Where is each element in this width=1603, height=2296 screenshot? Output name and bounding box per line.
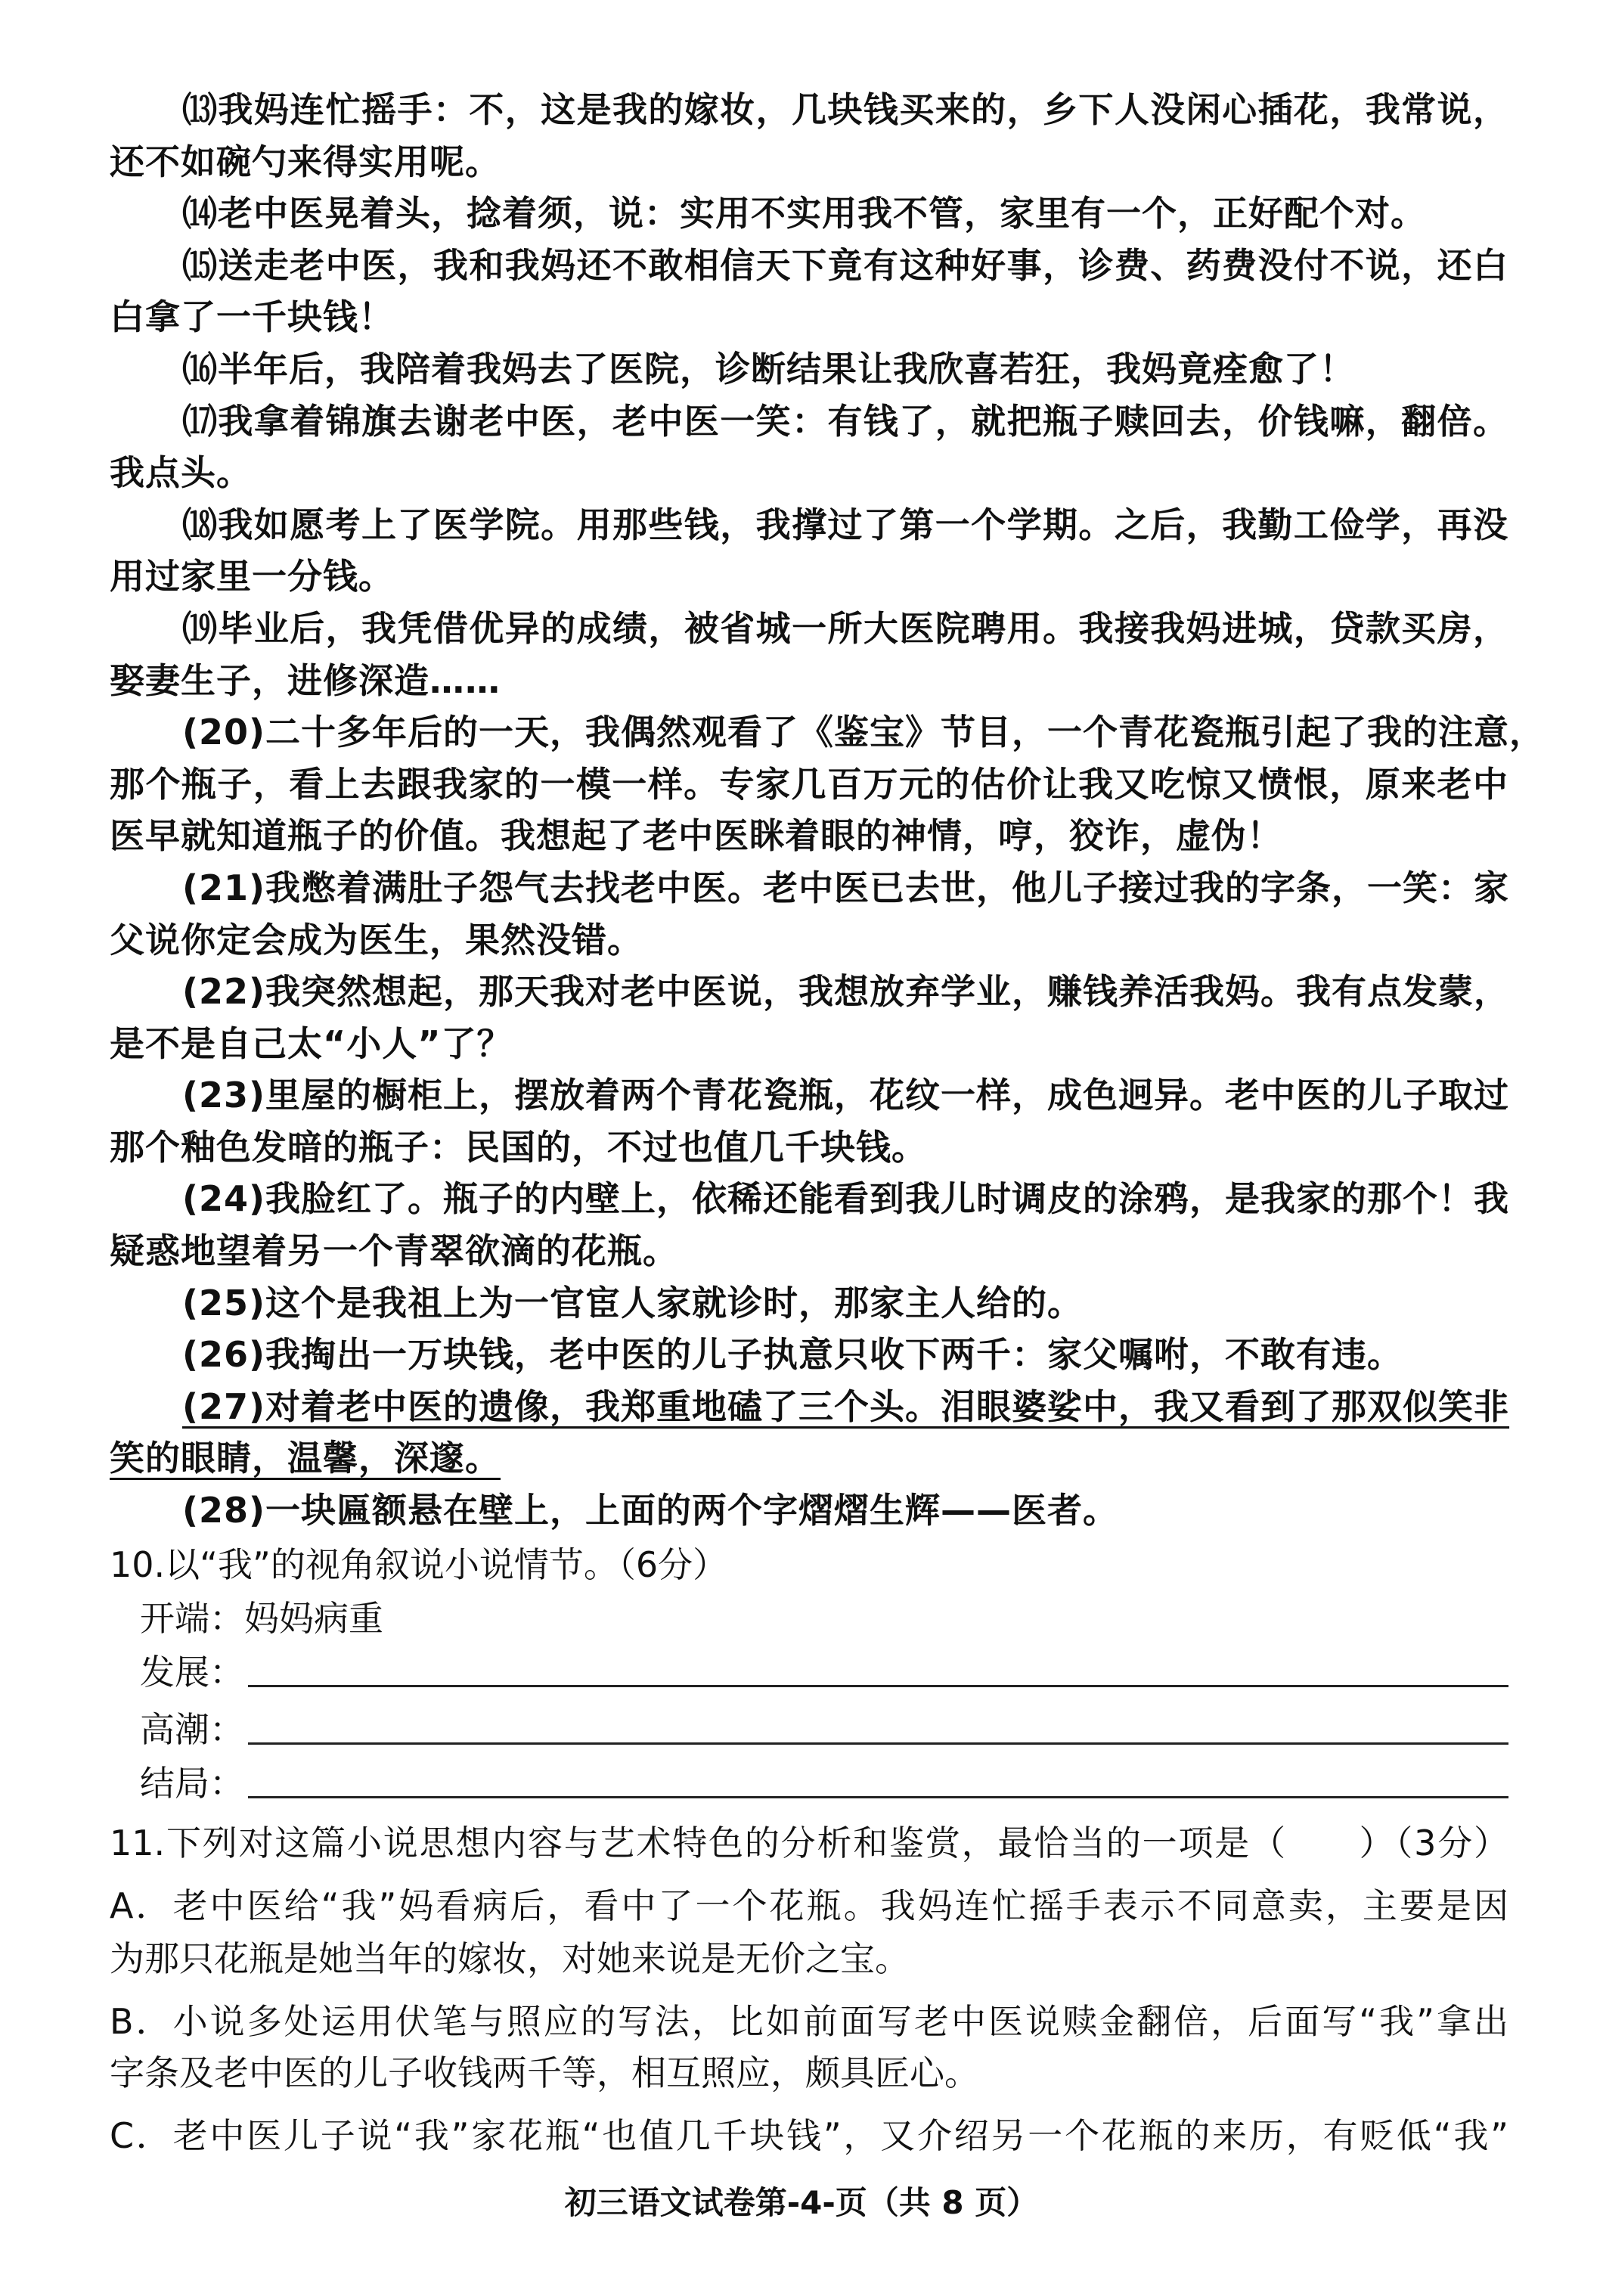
paragraph-text-with-number: ⒂送走老中医，我和我妈还不敢相信天下竟有这种好事，诊费、药费没付不说，还白 [182, 244, 1508, 286]
blank-climax [110, 1703, 1508, 1756]
paragraph-text-with-number: ⒁老中医晃着头，捻着须，说：实用不实用我不管，家里有一个，正好配个对。 [182, 193, 1426, 234]
option-a-line-1: A．老中医给“我”妈看病后，看中了一个花瓶。我妈连忙摇手表示不同意卖，主要是因 [110, 1885, 1508, 1926]
paragraph-line [110, 914, 1508, 966]
paragraph-line [110, 706, 1546, 759]
paragraph-text-with-number: ⒀我妈连忙摇手：不，这是我的嫁妆，几块钱买来的，乡下人没闲心插花，我常说， [182, 89, 1508, 130]
paragraph-line [110, 1329, 1508, 1381]
paragraph-text: 笑的眼睛，温馨，深邃。 [110, 1438, 501, 1479]
paragraph-text-with-number: (22)我突然想起，那天我对老中医说，我想放弃学业，赚钱养活我妈。我有点发蒙， [182, 971, 1510, 1013]
paragraph-text-with-number: (26)我掏出一万块钱，老中医的儿子执意只收下两千：家父嘱咐，不敢有违。 [182, 1334, 1403, 1376]
paragraph-text: 还不如碗勺来得实用呢。 [110, 141, 501, 182]
paragraph-text: 疑惑地望着另一个青翠欲滴的花瓶。 [110, 1230, 678, 1272]
paragraph-line [110, 291, 1508, 343]
answer-line [248, 1685, 1508, 1687]
paragraph-text-with-number: ⒅我如愿考上了医学院。用那些钱，我撑过了第一个学期。之后，我勤工俭学，再没 [182, 504, 1508, 545]
answer-line [248, 1796, 1508, 1798]
paragraph-text-with-number: (20)二十多年后的一天，我偶然观看了《鉴宝》节目，一个青花瓷瓶引起了我的注意， [182, 712, 1546, 753]
paragraph-line [110, 759, 1508, 811]
option-c-line-1: C．老中医儿子说“我”家花瓶“也值几千块钱”，又介绍另一个花瓶的来历，有贬低“我” [110, 2115, 1508, 2156]
option-b-line-2: 字条及老中医的儿子收钱两千等，相互照应，颇具匠心。 [110, 2052, 979, 2093]
paragraph-line [110, 1485, 1508, 1537]
paragraph-line [110, 1381, 1508, 1433]
option-b-line-1: B．小说多处运用伏笔与照应的写法，比如前面写老中医说赎金翻倍，后面写“我”拿出 [110, 2001, 1508, 2042]
paragraph-text-with-number: (23)里屋的橱柜上，摆放着两个青花瓷瓶，花纹一样，成色迥异。老中医的儿子取过 [182, 1075, 1510, 1116]
question-10-prompt: 10.以“我”的视角叙说小说情节。（6分） [110, 1544, 728, 1585]
paragraph-line [110, 1018, 1508, 1070]
answer-line [248, 1742, 1508, 1745]
plot-start-line: 开端：妈妈病重 [140, 1598, 383, 1639]
paragraph-line [110, 136, 1508, 188]
paragraph-text: 父说你定会成为医生，果然没错。 [110, 919, 643, 960]
paragraph-text: 那个釉色发暗的瓶子：民国的，不过也值几千块钱。 [110, 1126, 927, 1168]
blank-development [110, 1646, 1508, 1699]
paragraph-text-with-number: (28)一块匾额悬在壁上，上面的两个字熠熠生辉——医者。 [182, 1490, 1119, 1531]
paragraph-line [110, 1277, 1508, 1330]
paragraph-line [110, 551, 1508, 603]
paragraph-line [110, 188, 1508, 240]
paragraph-line [110, 447, 1508, 499]
paragraph-text-with-number: ⒃半年后，我陪着我妈去了医院，诊断结果让我欣喜若狂，我妈竟痊愈了！ [182, 348, 1355, 389]
blank-ending [110, 1757, 1508, 1810]
paragraph-line [110, 1069, 1508, 1122]
blank-label: 发展： [140, 1652, 244, 1693]
paragraph-text: 那个瓶子，看上去跟我家的一模一样。专家几百万元的估价让我又吃惊又愤恨，原来老中 [110, 763, 1508, 805]
paragraph-line [110, 343, 1508, 396]
paragraph-line [110, 862, 1508, 914]
page-footer: 初三语文试卷第-4-页（共 8 页） [564, 2184, 1039, 2221]
paragraph-line [110, 966, 1508, 1018]
paragraph-line [110, 603, 1508, 655]
paragraph-text: 医早就知道瓶子的价值。我想起了老中医眯着眼的神情，哼，狡诈，虚伪！ [110, 815, 1282, 857]
paragraph-line [110, 499, 1508, 551]
paragraph-line [110, 1432, 1508, 1485]
paragraph-text-with-number: ⒆毕业后，我凭借优异的成绩，被省城一所大医院聘用。我接我妈进城，贷款买房， [182, 607, 1508, 649]
option-a-line-2: 为那只花瓶是她当年的嫁妆，对她来说是无价之宝。 [110, 1938, 910, 1979]
paragraph-line [110, 1225, 1508, 1277]
paragraph-line [110, 396, 1508, 448]
paragraph-line [110, 655, 1508, 707]
paragraph-text-with-number: (27)对着老中医的遗像，我郑重地磕了三个头。泪眼婆娑中，我又看到了那双似笑非 [182, 1385, 1510, 1427]
paragraph-line [110, 810, 1508, 862]
paragraph-line [110, 240, 1508, 292]
paragraph-text: 用过家里一分钱。 [110, 556, 394, 597]
blank-label: 结局： [140, 1763, 244, 1804]
paragraph-text: 娶妻生子，进修深造…… [110, 659, 501, 701]
paragraph-text: 白拿了一千块钱！ [110, 296, 394, 338]
paragraph-line [110, 84, 1508, 136]
paragraph-text: 我点头。 [110, 452, 252, 494]
paragraph-text-with-number: ⒄我拿着锦旗去谢老中医，老中医一笑：有钱了，就把瓶子赎回去，价钱嘛，翻倍。 [182, 400, 1508, 442]
story-passage [110, 84, 1546, 1537]
paragraph-text-with-number: (24)我脸红了。瓶子的内壁上，依稀还能看到我儿时调皮的涂鸦，是我家的那个！我 [182, 1178, 1510, 1220]
paragraph-line [110, 1173, 1508, 1225]
paragraph-text: 是不是自己太“小人”了？ [110, 1022, 513, 1064]
paragraph-line [110, 1122, 1508, 1174]
paragraph-text-with-number: (21)我憋着满肚子怨气去找老中医。老中医已去世，他儿子接过我的字条，一笑：家 [182, 867, 1510, 908]
blank-label: 高潮： [140, 1709, 244, 1750]
paragraph-text-with-number: (25)这个是我祖上为一官宦人家就诊时，那家主人给的。 [182, 1282, 1084, 1323]
question-11-prompt: 11.下列对这篇小说思想内容与艺术特色的分析和鉴赏，最恰当的一项是（ ）（3分） [110, 1823, 1508, 1863]
